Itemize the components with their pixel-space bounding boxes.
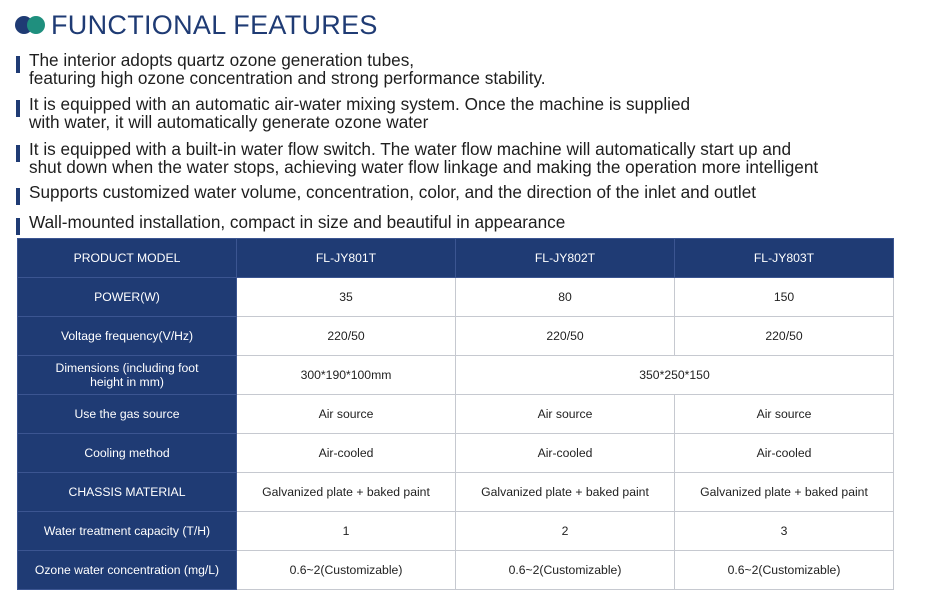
table-cell: Air-cooled (237, 434, 456, 473)
row-label: CHASSIS MATERIAL (18, 473, 237, 512)
feature-item (16, 96, 690, 131)
feature-text: Wall-mounted installation, compact in size and beautiful in appearance (29, 212, 566, 232)
row-label: POWER(W) (18, 278, 237, 317)
row-label: Use the gas source (18, 395, 237, 434)
model-header: FL-JY802T (456, 239, 675, 278)
table-cell: 1 (237, 512, 456, 551)
table-row (18, 356, 894, 395)
table-cell: 220/50 (456, 317, 675, 356)
table-cell: 150 (675, 278, 894, 317)
table-cell: 0.6~2(Customizable) (675, 551, 894, 590)
feature-text: It is equipped with an automatic air-water mixing system. Once the machine is supplied with water, it will automatically generate ozone water (29, 94, 691, 132)
table-row (18, 395, 894, 434)
table-cell: 300*190*100mm (237, 356, 456, 395)
table-cell: 2 (456, 512, 675, 551)
table-row (18, 434, 894, 473)
table-cell: 0.6~2(Customizable) (456, 551, 675, 590)
feature-text: It is equipped with a built-in water flow switch. The water flow machine will automatically start up and shut down when the water stops, achieving water flow linkage and making the operation more intelligent (29, 139, 819, 177)
feature-bar-icon (16, 218, 20, 235)
table-cell: 0.6~2(Customizable) (237, 551, 456, 590)
section-title: FUNCTIONAL FEATURES (51, 10, 378, 40)
table-cell: Air source (675, 395, 894, 434)
feature-item (16, 52, 546, 87)
table-row (18, 512, 894, 551)
header-label: PRODUCT MODEL (18, 239, 237, 278)
table-cell: Air source (456, 395, 675, 434)
feature-item (16, 184, 756, 202)
feature-bar-icon (16, 56, 20, 73)
table-cell: 220/50 (237, 317, 456, 356)
table-cell: 80 (456, 278, 675, 317)
teal-dot-icon (27, 16, 45, 34)
feature-item (16, 214, 565, 232)
table-cell: Air-cooled (675, 434, 894, 473)
model-header: FL-JY801T (237, 239, 456, 278)
feature-bar-icon (16, 145, 20, 162)
table-row (18, 317, 894, 356)
section-header (15, 6, 378, 44)
model-header: FL-JY803T (675, 239, 894, 278)
table-cell: Air-cooled (456, 434, 675, 473)
row-label: Ozone water concentration (mg/L) (18, 551, 237, 590)
row-label: Dimensions (including foot height in mm) (18, 356, 237, 395)
feature-text: Supports customized water volume, concentration, color, and the direction of the inlet and outlet (29, 182, 757, 202)
table-cell: Galvanized plate + baked paint (237, 473, 456, 512)
feature-text: The interior adopts quartz ozone generation tubes, featuring high ozone concentration and strong performance stability. (29, 50, 546, 88)
bullet-dots-icon (15, 14, 49, 36)
feature-bar-icon (16, 100, 20, 117)
table-row (18, 551, 894, 590)
table-cell: 220/50 (675, 317, 894, 356)
feature-item (16, 141, 818, 176)
row-label: Voltage frequency(V/Hz) (18, 317, 237, 356)
table-header-row (18, 239, 894, 278)
row-label: Water treatment capacity (T/H) (18, 512, 237, 551)
table-cell: Galvanized plate + baked paint (675, 473, 894, 512)
table-cell: Galvanized plate + baked paint (456, 473, 675, 512)
table-cell: 3 (675, 512, 894, 551)
table-cell-merged: 350*250*150 (456, 356, 894, 395)
table-row (18, 473, 894, 512)
table-cell: 35 (237, 278, 456, 317)
feature-bar-icon (16, 188, 20, 205)
table-cell: Air source (237, 395, 456, 434)
spec-table (17, 238, 894, 590)
table-row (18, 278, 894, 317)
row-label: Cooling method (18, 434, 237, 473)
